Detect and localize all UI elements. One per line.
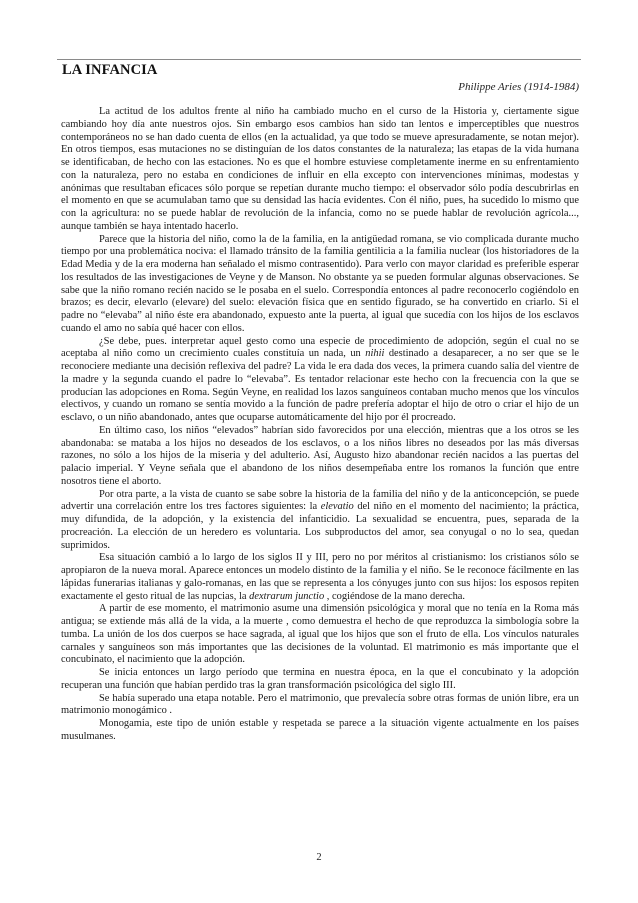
paragraph: La actitud de los adultos frente al niño ha cambiado mucho en el curso de la Historia y, ciertamente sigue cambiando hoy día ante nuestros ojos. Sin embargo esos cambios han sido tan lentos e imperceptibles que nuestros contemporáneos no se han dado cuenta de ellos (en la actualidad, ya que todo se mueve apresuradamente, se notan mejor). En otros tiempos, esas mutaciones no se distinguían de los datos constantes de la naturaleza; las etapas de la vida humana se identificaban, de hecho con las estaciones. No es que el hombre estuviese completamente inerme en su enfrentamiento con la naturaleza, pero no estaba en condiciones de influir en ella excepto con intervenciones mínimas, modestas y anónimas que resultaban eficaces sólo porque se repetían durante mucho tiempo: el observador sólo podía descubrirlas en el momento en que se acumulaban tamo que su densidad las hacía evidentes. Con él niño, pues, ha sucedido lo mismo que con la agricultura: no se puede hablar de revolución de la infancia, como no se puede hablar de revolución agrícola..., aunque también se haya intentado hacerlo.	[61, 106, 579, 232]
paragraph: Monogamia, este tipo de unión estable y respetada se parece a la situación vigente actualmente en los países musulmanes.	[61, 718, 579, 742]
paragraph: A partir de ese momento, el matrimonio asume una dimensión psicológica y moral que no tenía en la Roma más antigua; se extiende más allá de la vida, a la muerte , como demuestra el hecho de que reproduzca la simbología sobre la tumba. La unión de los dos cuerpos se hace sagrada, al igual que los hijos que son el fruto de ella. Los vínculos naturales carnales y sanguíneos son más importantes que las decisiones de la voluntad. El matrimonio es más importante que el concubinato, el nacimiento que la adopción.	[61, 603, 579, 666]
author-line: Philippe Aries (1914-1984)	[458, 81, 579, 93]
paragraph: ¿Se debe, pues. interpretar aquel gesto como una especie de procedimiento de adopción, según el cual no se aceptaba al niño como un crecimiento cuales constituía un nada, un nihii destinado a desaparecer, a no ser que se le reconociere mediante una decisión reflexiva del padre? La vida le era dada dos veces, la primera cuando salía del vientre de la madre y la segunda cuando el padre lo “elevaba”. Es tentador relacionar este hecho con la frecuencia con la que se producían las adopciones en Roma. Según Veyne, en realidad los lazos sanguíneos contaban mucho menos que los vínculos electivos, y cuando un romano se sentía movido a la función de padre prefería adoptar el hijo de otro o criar el hijo de un esclavo, o un niño abandonado, antes que ocuparse automáticamente del hijo por él procreado.	[61, 335, 579, 423]
paragraph: Se inicia entonces un largo período que termina en nuestra época, en la que el concubinato y la adopción recuperan una función que habían perdido tras la gran transformación psicológica del siglo III.	[61, 667, 579, 691]
document-title: LA INFANCIA	[62, 62, 158, 78]
paragraph: Por otra parte, a la vista de cuanto se sabe sobre la historia de la familia del niño y de la anticoncepción, se puede advertir una correlación entre los tres factores siguientes: la elevatio del niño en el momento del nacimiento; la práctica, muy difundida, de la adopción, y la existencia del infanticidio. La sexualidad se encuentra, pues, separada de la procreación. La elección de un heredero es voluntaria. Los subproductos del amor, sea conyugal o no lo sea, quedan suprimidos.	[61, 488, 580, 551]
italic-term: elevatio	[320, 501, 354, 513]
paragraph: Parece que la historia del niño, como la de la familia, en la antigüedad romana, se vio complicada durante mucho tiempo por una problemática nociva: el llamado tránsito de la familia gentilicia a la familia nuclear (los historiadores de la Edad Media y de la era moderna han señalado el mismo contrasentido). Para verlo con mayor claridad es preferible esperar los resultados de las investigaciones de Veyne y de Manson. No obstante ya se pueden formular algunas observaciones. Se sabe que la niño romano recién nacido se le posaba en el suelo. Correspondía entonces al padre reconocerlo cogiéndolo en brazos; es decir, elevarlo (elevare) del suelo: elevación física que en sentido figurado, se ha convertido en criarlo. Si el padre no “elevaba” al niño éste era abandonado, expuesto ante la puerta, al igual que sucedía con los hijos de los esclavos cuando el amo no sabía qué hacer con ellos.	[61, 233, 579, 334]
italic-term: nihii	[365, 348, 385, 360]
paragraph: En último caso, los niños “elevados” habrían sido favorecidos por una elección, mientras que a los otros se les abandonaba: se mataba a los hijos no deseados de los esclavos, o a los niños libres no deseados por las más diversas razones, no sólo a los hijos de la miseria y del adulterio. Así, Augusto hizo abandonar recién nacidos a las puertas del palacio imperial. Y Veyne señala que el abandono de los niños desempeñaba entre los romanos la función que entre nosotros tiene el aborto.	[61, 424, 579, 487]
header-rule	[57, 59, 581, 60]
paragraph: Esa situación cambió a lo largo de los siglos II y III, pero no por méritos al cristianismo: los cristianos sólo se apropiaron de la nueva moral. Aparece entonces un modelo distinto de la familia y el niño. Se le reconoce fácilmente en las lápidas funerarias italianas y galo-romanas, en las que se representa a los cónyuges junto con sus hijos: los esposos repiten exactamente el gesto ritual de las nupcias, la dextrarum junctio , cogiéndose de la mano derecha.	[61, 552, 579, 602]
body-text	[61, 106, 579, 744]
italic-term: dextrarum junctio	[249, 590, 325, 602]
page-number: 2	[316, 852, 322, 863]
paragraph: Se había superado una etapa notable. Pero el matrimonio, que prevalecía sobre otras formas de unión libre, era un matrimonio monogámico .	[61, 692, 579, 717]
